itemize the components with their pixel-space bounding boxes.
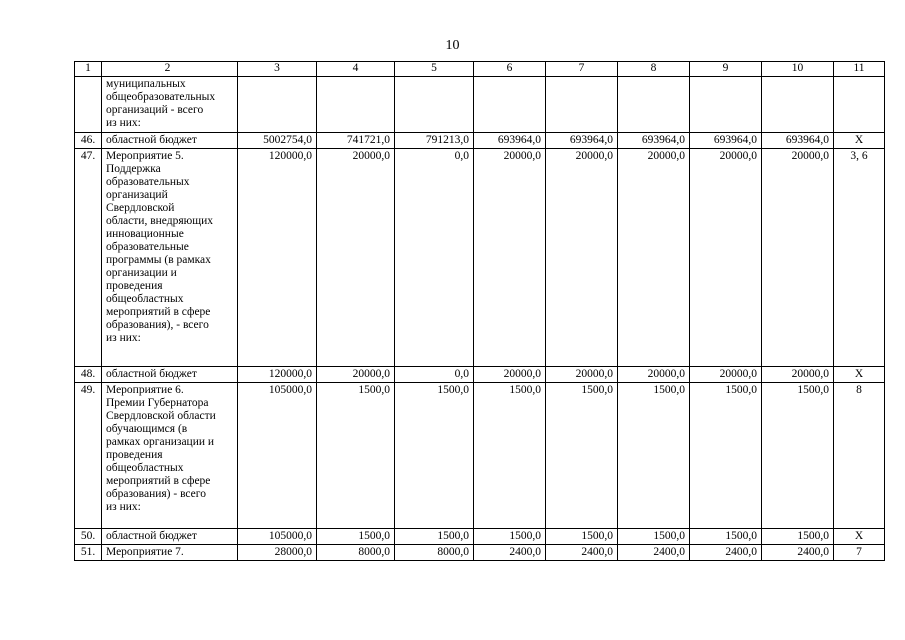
value-cell: 2400,0 bbox=[762, 545, 834, 561]
header-cell: 10 bbox=[762, 62, 834, 77]
value-cell: 693964,0 bbox=[546, 133, 618, 149]
table-row bbox=[75, 545, 885, 561]
row-number: 50. bbox=[75, 529, 102, 545]
value-cell: 741721,0 bbox=[317, 133, 395, 149]
value-cell bbox=[762, 77, 834, 133]
value-cell: 1500,0 bbox=[546, 529, 618, 545]
header-cell: 1 bbox=[75, 62, 102, 77]
header-cell: 9 bbox=[690, 62, 762, 77]
value-cell: 1500,0 bbox=[474, 529, 546, 545]
value-cell: 791213,0 bbox=[395, 133, 474, 149]
target-indicator-cell: 3, 6 bbox=[834, 149, 885, 367]
value-cell: 5002754,0 bbox=[238, 133, 317, 149]
row-name: Мероприятие 5. Поддержка образовательных организаций Свердловской области, внедряющих инновационные образовательные программы (в рамках организации и проведения общеобластных мероприятий в сфере образования), - всего из них: bbox=[102, 149, 238, 367]
value-cell: 20000,0 bbox=[690, 367, 762, 383]
value-cell: 0,0 bbox=[395, 149, 474, 367]
value-cell: 0,0 bbox=[395, 367, 474, 383]
header-cell: 2 bbox=[102, 62, 238, 77]
value-cell: 20000,0 bbox=[317, 367, 395, 383]
value-cell: 20000,0 bbox=[317, 149, 395, 367]
value-cell: 20000,0 bbox=[618, 367, 690, 383]
target-indicator-cell: Х bbox=[834, 133, 885, 149]
value-cell: 120000,0 bbox=[238, 367, 317, 383]
value-cell: 1500,0 bbox=[317, 529, 395, 545]
header-cell: 6 bbox=[474, 62, 546, 77]
value-cell: 2400,0 bbox=[618, 545, 690, 561]
value-cell: 8000,0 bbox=[317, 545, 395, 561]
value-cell: 20000,0 bbox=[618, 149, 690, 367]
value-cell bbox=[690, 77, 762, 133]
value-cell: 1500,0 bbox=[618, 529, 690, 545]
table-row bbox=[75, 149, 885, 367]
value-cell: 120000,0 bbox=[238, 149, 317, 367]
value-cell: 28000,0 bbox=[238, 545, 317, 561]
value-cell: 1500,0 bbox=[690, 383, 762, 529]
value-cell: 2400,0 bbox=[546, 545, 618, 561]
value-cell: 2400,0 bbox=[474, 545, 546, 561]
page-number: 10 bbox=[445, 38, 460, 53]
row-name: муниципальных общеобразовательных организаций - всего из них: bbox=[102, 77, 238, 133]
value-cell: 105000,0 bbox=[238, 383, 317, 529]
value-cell bbox=[546, 77, 618, 133]
value-cell: 693964,0 bbox=[474, 133, 546, 149]
value-cell: 693964,0 bbox=[618, 133, 690, 149]
row-name: областной бюджет bbox=[102, 133, 238, 149]
value-cell bbox=[618, 77, 690, 133]
value-cell: 20000,0 bbox=[546, 149, 618, 367]
value-cell bbox=[238, 77, 317, 133]
table-row bbox=[75, 367, 885, 383]
target-indicator-cell bbox=[834, 77, 885, 133]
value-cell: 2400,0 bbox=[690, 545, 762, 561]
row-number: 49. bbox=[75, 383, 102, 529]
header-cell: 11 bbox=[834, 62, 885, 77]
value-cell: 20000,0 bbox=[474, 367, 546, 383]
value-cell: 105000,0 bbox=[238, 529, 317, 545]
row-name: областной бюджет bbox=[102, 367, 238, 383]
row-number bbox=[75, 77, 102, 133]
row-number: 48. bbox=[75, 367, 102, 383]
value-cell: 1500,0 bbox=[395, 383, 474, 529]
header-cell: 3 bbox=[238, 62, 317, 77]
value-cell: 1500,0 bbox=[474, 383, 546, 529]
value-cell: 20000,0 bbox=[690, 149, 762, 367]
row-name: областной бюджет bbox=[102, 529, 238, 545]
value-cell: 1500,0 bbox=[395, 529, 474, 545]
header-cell: 7 bbox=[546, 62, 618, 77]
value-cell: 1500,0 bbox=[317, 383, 395, 529]
row-name: Мероприятие 7. bbox=[102, 545, 238, 561]
value-cell: 1500,0 bbox=[618, 383, 690, 529]
value-cell: 20000,0 bbox=[546, 367, 618, 383]
row-number: 51. bbox=[75, 545, 102, 561]
row-name: Мероприятие 6. Премии Губернатора Свердловской области обучающимся (в рамках организации и проведения общеобластных мероприятий в сфере образования) - всего из них: bbox=[102, 383, 238, 529]
value-cell: 1500,0 bbox=[762, 383, 834, 529]
row-number: 46. bbox=[75, 133, 102, 149]
header-cell: 4 bbox=[317, 62, 395, 77]
table-row bbox=[75, 77, 885, 133]
target-indicator-cell: 7 bbox=[834, 545, 885, 561]
value-cell: 1500,0 bbox=[546, 383, 618, 529]
value-cell: 693964,0 bbox=[690, 133, 762, 149]
table-row bbox=[75, 383, 885, 529]
table-row bbox=[75, 133, 885, 149]
value-cell: 8000,0 bbox=[395, 545, 474, 561]
value-cell bbox=[317, 77, 395, 133]
row-number: 47. bbox=[75, 149, 102, 367]
target-indicator-cell: Х bbox=[834, 529, 885, 545]
value-cell: 20000,0 bbox=[474, 149, 546, 367]
header-cell: 8 bbox=[618, 62, 690, 77]
header-cell: 5 bbox=[395, 62, 474, 77]
budget-table bbox=[74, 61, 885, 561]
header-row bbox=[75, 62, 885, 77]
value-cell: 20000,0 bbox=[762, 367, 834, 383]
table-row bbox=[75, 529, 885, 545]
value-cell: 693964,0 bbox=[762, 133, 834, 149]
value-cell bbox=[395, 77, 474, 133]
target-indicator-cell: Х bbox=[834, 367, 885, 383]
value-cell: 20000,0 bbox=[762, 149, 834, 367]
value-cell: 1500,0 bbox=[762, 529, 834, 545]
value-cell bbox=[474, 77, 546, 133]
value-cell: 1500,0 bbox=[690, 529, 762, 545]
target-indicator-cell: 8 bbox=[834, 383, 885, 529]
